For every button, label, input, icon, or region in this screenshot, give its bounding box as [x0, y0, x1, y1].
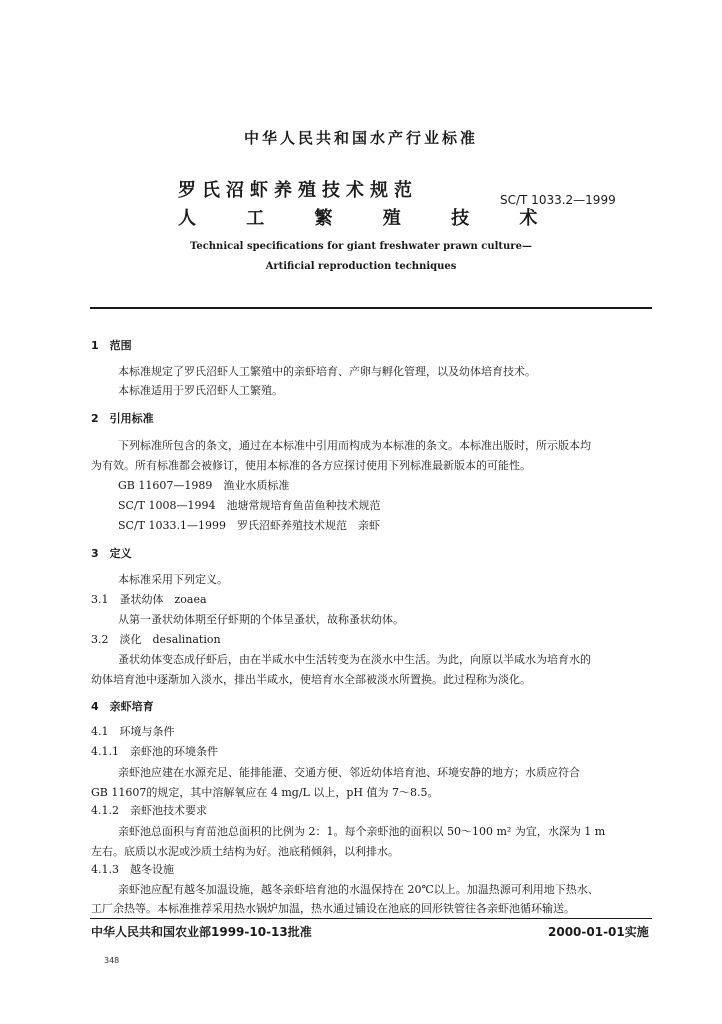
english-title-line-1: Technical specifications for giant freshwater prawn culture—	[190, 241, 532, 252]
section-4-1-title: 4.1 环境与条件	[91, 725, 175, 738]
section-4-1-3-paragraph-line-1: 亲虾池应配有越冬加温设施，越冬亲虾培育池的水温保持在 20℃以上。加温热源可利用地下热水、	[118, 883, 599, 896]
english-title-line-2: Artificial reproduction techniques	[265, 261, 457, 272]
reference-2: SC/T 1008—1994 池塘常规培育鱼苗鱼种技术规范	[118, 499, 381, 512]
reference-1: GB 11607—1989 渔业水质标准	[118, 479, 290, 492]
title-line-2: 人 工 繁 殖 技 术	[178, 208, 560, 229]
section-1-paragraph-1: 本标准规定了罗氏沼虾人工繁殖中的亲虾培育、产卵与孵化管理，以及幼体培育技术。	[118, 365, 536, 378]
section-4-1-1-paragraph-line-1: 亲虾池应建在水源充足、能排能灌、交通方便、邻近幼体培育池、环境安静的地方；水质应符合	[118, 766, 580, 779]
section-3-paragraph: 本标准采用下列定义。	[118, 573, 228, 586]
section-3-1-title: 3.1 蚤状幼体 zoaea	[91, 593, 207, 606]
section-4-title: 4 亲虾培育	[91, 700, 154, 713]
section-2-paragraph-line-1: 下列标准所包含的条文，通过在本标准中引用而构成为本标准的条文。本标准出版时，所示版本均	[118, 439, 591, 452]
section-3-2-title: 3.2 淡化 desalination	[91, 633, 221, 646]
footer-rule	[90, 918, 652, 919]
section-4-1-2-paragraph-line-1: 亲虾池总面积与育苗池总面积的比例为 2：1。每个亲虾池的面积以 50～100 m² 为宜，水深为 1 m	[118, 825, 606, 838]
header-rule	[90, 307, 652, 309]
section-3-2-paragraph-line-2: 幼体培育池中逐渐加入淡水，排出半咸水，使培育水全部被淡水所置换。此过程称为淡化。	[91, 673, 531, 686]
section-3-2-paragraph-line-1: 蚤状幼体变态成仔虾后，由在半咸水中生活转变为在淡水中生活。为此，向原以半咸水为培育水的	[118, 653, 591, 666]
standard-code: SC/T 1033.2—1999	[500, 193, 616, 207]
section-4-1-2-title: 4.1.2 亲虾池技术要求	[91, 804, 207, 817]
section-1-paragraph-2: 本标准适用于罗氏沼虾人工繁殖。	[118, 384, 283, 397]
section-2-paragraph-line-2: 为有效。所有标准都会被修订，使用本标准的各方应探讨使用下列标准最新版本的可能性。	[91, 459, 531, 472]
effective-date: 2000-01-01实施	[548, 925, 649, 939]
reference-3: SC/T 1033.1—1999 罗氏沼虾养殖技术规范 亲虾	[118, 519, 380, 532]
section-4-1-3-title: 4.1.3 越冬设施	[91, 863, 174, 876]
section-3-1-paragraph: 从第一蚤状幼体期至仔虾期的个体呈蚤状，故称蚤状幼体。	[118, 613, 404, 626]
section-4-1-1-paragraph-line-2: GB 11607的规定，其中溶解氧应在 4 mg/L 以上，pH 值为 7～8.5。	[91, 786, 439, 799]
section-3-title: 3 定义	[91, 547, 132, 560]
section-1-title: 1 范围	[91, 339, 132, 352]
page-number: 348	[104, 956, 120, 965]
org-title: 中华人民共和国水产行业标准	[243, 129, 478, 147]
section-4-1-2-paragraph-line-2: 左右。底质以水泥或沙质土结构为好。池底稍倾斜，以利排水。	[91, 845, 399, 858]
title-line-1: 罗氏沼虾养殖技术规范	[178, 180, 418, 201]
section-2-title: 2 引用标准	[91, 412, 154, 425]
approval-date: 中华人民共和国农业部1999-10-13批准	[91, 925, 312, 939]
section-4-1-3-paragraph-line-2: 工厂余热等。本标准推荐采用热水锅炉加温，热水通过铺设在池底的回形铁管往各亲虾池循环输送。	[91, 902, 575, 915]
section-4-1-1-title: 4.1.1 亲虾池的环境条件	[91, 745, 218, 758]
